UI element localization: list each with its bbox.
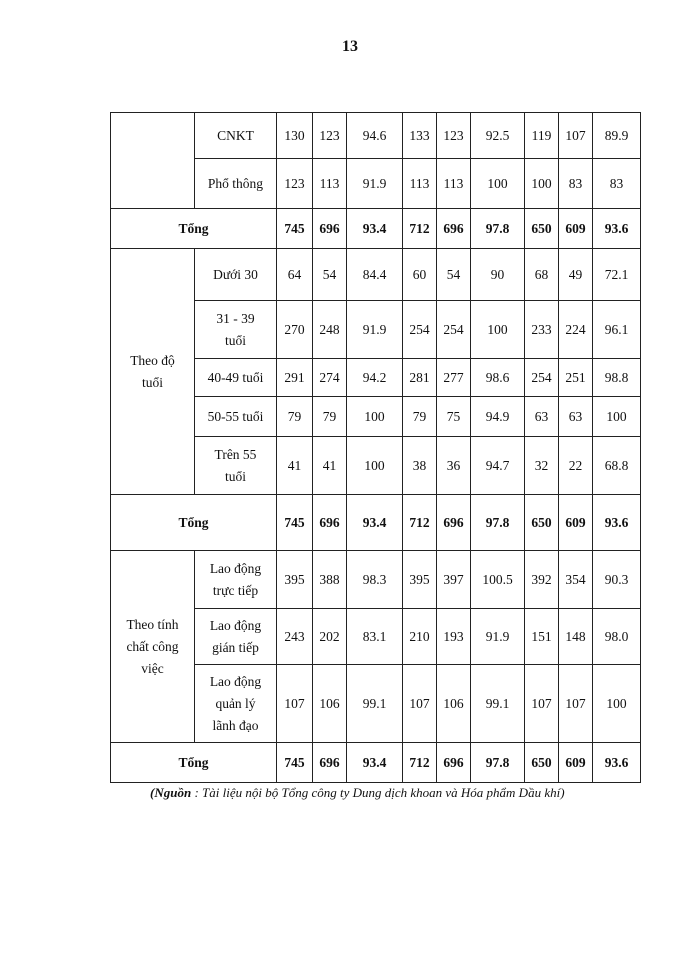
cell: 712 [403,495,437,551]
source-note [150,785,565,801]
cell: 113 [437,159,471,209]
cell: 281 [403,359,437,397]
cell: 113 [403,159,437,209]
row-label: CNKT [195,113,277,159]
cell: 90 [471,249,525,301]
cell: 123 [313,113,347,159]
row-label-line: Trên 55 [214,446,257,462]
cell: 650 [525,743,559,783]
cell: 91.9 [471,609,525,665]
cell: 202 [313,609,347,665]
cell: 123 [437,113,471,159]
cell: 98.3 [347,551,403,609]
cell: 100 [471,301,525,359]
cell: 745 [277,743,313,783]
cell: 93.6 [593,495,641,551]
row-label [195,437,277,495]
cell: 91.9 [347,159,403,209]
group-cell-empty [111,113,195,209]
cell: 79 [403,397,437,437]
cell: 696 [437,743,471,783]
cell: 91.9 [347,301,403,359]
cell: 224 [559,301,593,359]
cell: 38 [403,437,437,495]
total-row [111,209,641,249]
cell: 100 [471,159,525,209]
total-row [111,495,641,551]
cell: 254 [403,301,437,359]
cell: 650 [525,495,559,551]
row-label-line: 31 - 39 [216,310,255,326]
cell: 79 [313,397,347,437]
cell: 99.1 [347,665,403,743]
cell: 107 [403,665,437,743]
group-label-line: chất công [126,638,179,654]
source-text: : Tài liệu nội bộ Tổng công ty Dung dịch khoan và Hóa phẩm Dầu khí) [191,785,565,800]
cell: 397 [437,551,471,609]
row-label-line: Lao động [209,617,262,633]
cell: 54 [313,249,347,301]
cell: 97.8 [471,495,525,551]
cell: 100 [593,397,641,437]
cell: 63 [525,397,559,437]
cell: 93.6 [593,743,641,783]
cell: 745 [277,209,313,249]
cell: 395 [277,551,313,609]
cell: 107 [559,665,593,743]
cell: 119 [525,113,559,159]
row-label: 50-55 tuổi [195,397,277,437]
cell: 68 [525,249,559,301]
cell: 63 [559,397,593,437]
row-label-line: lãnh đạo [212,717,259,733]
cell: 49 [559,249,593,301]
cell: 93.4 [347,495,403,551]
row-label-line: Lao động [209,560,262,576]
group-label-line: Theo độ [130,352,175,368]
cell: 233 [525,301,559,359]
cell: 243 [277,609,313,665]
table-row [111,551,641,609]
cell: 248 [313,301,347,359]
cell: 72.1 [593,249,641,301]
cell: 251 [559,359,593,397]
cell: 745 [277,495,313,551]
total-label: Tổng [111,495,277,551]
cell: 22 [559,437,593,495]
row-label-line: tuổi [224,332,246,348]
cell: 60 [403,249,437,301]
cell: 96.1 [593,301,641,359]
cell: 193 [437,609,471,665]
cell: 75 [437,397,471,437]
source-prefix: (Nguồn [150,785,192,800]
cell: 696 [313,495,347,551]
cell: 107 [525,665,559,743]
cell: 270 [277,301,313,359]
cell: 650 [525,209,559,249]
row-label-line: Lao động [209,673,262,689]
cell: 79 [277,397,313,437]
cell: 41 [277,437,313,495]
cell: 133 [403,113,437,159]
cell: 68.8 [593,437,641,495]
cell: 94.2 [347,359,403,397]
page-number: 13 [342,38,358,55]
cell: 148 [559,609,593,665]
cell: 89.9 [593,113,641,159]
table-row [111,249,641,301]
cell: 151 [525,609,559,665]
cell: 84.4 [347,249,403,301]
cell: 291 [277,359,313,397]
cell: 54 [437,249,471,301]
cell: 97.8 [471,743,525,783]
cell: 113 [313,159,347,209]
cell: 100 [525,159,559,209]
cell: 100.5 [471,551,525,609]
cell: 94.6 [347,113,403,159]
row-label: Phổ thông [195,159,277,209]
cell: 83 [559,159,593,209]
cell: 32 [525,437,559,495]
row-label [195,665,277,743]
cell: 274 [313,359,347,397]
cell: 36 [437,437,471,495]
cell: 98.8 [593,359,641,397]
total-row [111,743,641,783]
cell: 712 [403,743,437,783]
row-label-line: gián tiếp [212,639,259,655]
cell: 609 [559,209,593,249]
cell: 83 [593,159,641,209]
group-label-line: tuổi [141,374,163,390]
row-label-line: tuổi [224,468,246,484]
cell: 92.5 [471,113,525,159]
cell: 41 [313,437,347,495]
cell: 354 [559,551,593,609]
cell: 94.9 [471,397,525,437]
cell: 83.1 [347,609,403,665]
cell: 210 [403,609,437,665]
cell: 100 [347,437,403,495]
row-label-line: trực tiếp [212,582,259,598]
row-label [195,301,277,359]
cell: 254 [437,301,471,359]
cell: 107 [559,113,593,159]
cell: 106 [313,665,347,743]
row-label: 40-49 tuổi [195,359,277,397]
cell: 388 [313,551,347,609]
cell: 395 [403,551,437,609]
row-label [195,551,277,609]
cell: 94.7 [471,437,525,495]
cell: 254 [525,359,559,397]
table-row [111,113,641,159]
cell: 392 [525,551,559,609]
group-label-line: Theo tính [126,616,179,632]
cell: 106 [437,665,471,743]
cell: 98.0 [593,609,641,665]
cell: 93.4 [347,209,403,249]
cell: 123 [277,159,313,209]
cell: 97.8 [471,209,525,249]
total-label: Tổng [111,209,277,249]
cell: 696 [437,209,471,249]
cell: 609 [559,495,593,551]
row-label [195,609,277,665]
cell: 93.6 [593,209,641,249]
cell: 696 [437,495,471,551]
cell: 100 [347,397,403,437]
cell: 93.4 [347,743,403,783]
cell: 64 [277,249,313,301]
cell: 90.3 [593,551,641,609]
row-label: Dưới 30 [195,249,277,301]
employee-statistics-table [110,112,641,783]
cell: 609 [559,743,593,783]
cell: 99.1 [471,665,525,743]
cell: 696 [313,209,347,249]
cell: 277 [437,359,471,397]
group-label-age [111,249,195,495]
cell: 98.6 [471,359,525,397]
group-label-line: việc [141,660,164,676]
group-label-work-nature [111,551,195,743]
cell: 107 [277,665,313,743]
cell: 100 [593,665,641,743]
total-label: Tổng [111,743,277,783]
cell: 712 [403,209,437,249]
row-label-line: quản lý [215,695,256,711]
cell: 696 [313,743,347,783]
cell: 130 [277,113,313,159]
